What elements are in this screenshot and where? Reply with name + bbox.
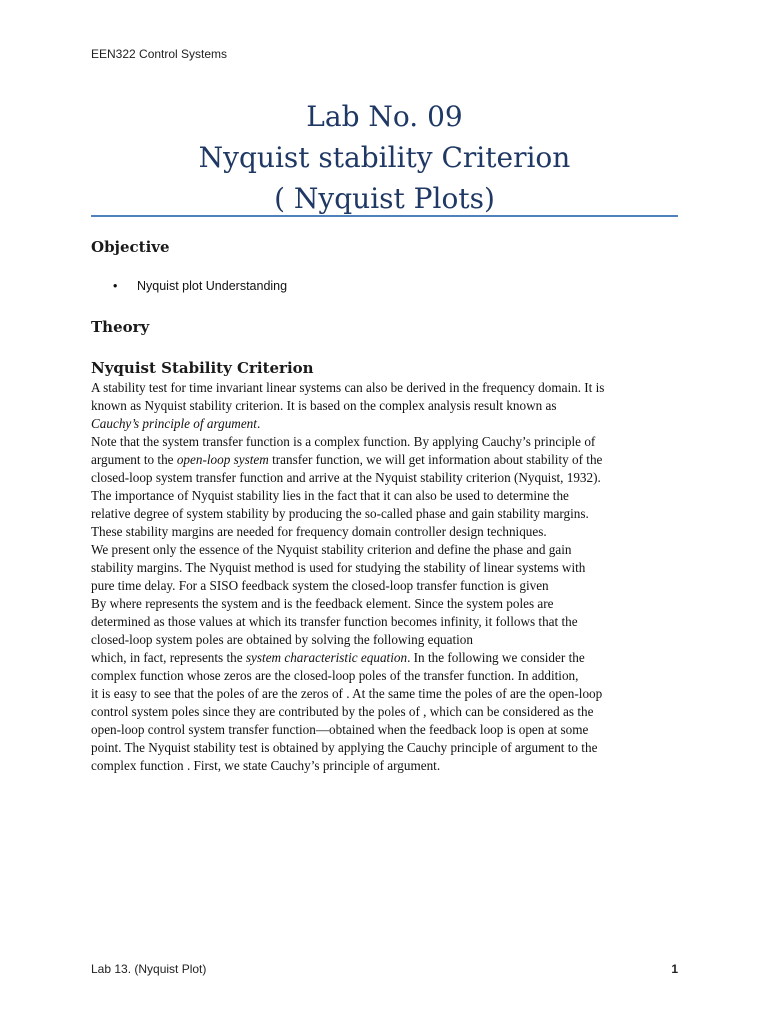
body-text-segment: transfer function, we will get information about stability of the bbox=[268, 452, 603, 467]
body-line bbox=[91, 613, 691, 631]
bullet-icon: • bbox=[113, 279, 118, 293]
body-line bbox=[91, 577, 691, 595]
emphasis-text: system characteristic equation bbox=[245, 650, 408, 665]
body-line bbox=[91, 379, 691, 397]
title-line-3: ( Nyquist Plots) bbox=[274, 182, 495, 215]
body-line bbox=[91, 397, 691, 415]
section-heading: Nyquist Stability Criterion bbox=[91, 359, 314, 377]
body-text-segment: Note that the system transfer function is a complex function. By applying Cauchy’s principle of bbox=[91, 434, 596, 449]
body-line bbox=[91, 649, 691, 667]
body-text-segment: stability margins. The Nyquist method is used for studying the stability of linear systems with bbox=[91, 560, 586, 575]
body-text-segment: We present only the essence of the Nyquist stability criterion and define the phase and gain bbox=[91, 542, 572, 557]
page-title bbox=[91, 96, 678, 219]
objective-item-text: Nyquist plot Understanding bbox=[137, 279, 288, 293]
body-text-segment: control system poles since they are contributed by the poles of , which can be considered as the bbox=[91, 704, 594, 719]
body-text-segment: closed-loop system transfer function and arrive at the Nyquist stability criterion (Nyquist, 1932). bbox=[91, 470, 601, 485]
body-line bbox=[91, 433, 691, 451]
title-line-1: Lab No. 09 bbox=[306, 100, 463, 133]
body-line bbox=[91, 451, 691, 469]
body-line bbox=[91, 469, 691, 487]
body-line bbox=[91, 667, 691, 685]
body-line bbox=[91, 685, 691, 703]
objective-heading: Objective bbox=[91, 238, 170, 256]
body-line bbox=[91, 595, 691, 613]
page-number: 1 bbox=[671, 962, 678, 976]
body-text-segment: pure time delay. For a SISO feedback system the closed-loop transfer function is given bbox=[91, 578, 549, 593]
body-line bbox=[91, 631, 691, 649]
body-text-segment: relative degree of system stability by producing the so-called phase and gain stability margins. bbox=[91, 506, 589, 521]
body-text-segment: By where represents the system and is the feedback element. Since the system poles are bbox=[91, 596, 554, 611]
body-text-segment: known as Nyquist stability criterion. It is based on the complex analysis result known as bbox=[91, 398, 557, 413]
body-text-segment: closed-loop system poles are obtained by solving the following equation bbox=[91, 632, 473, 647]
body-line bbox=[91, 757, 691, 775]
body-text bbox=[91, 379, 691, 775]
theory-heading: Theory bbox=[91, 318, 150, 336]
objective-list-item bbox=[113, 279, 287, 293]
body-text-segment: determined as those values at which its transfer function becomes infinity, it follows that the bbox=[91, 614, 578, 629]
body-text-segment: These stability margins are needed for frequency domain controller design techniques. bbox=[91, 524, 547, 539]
emphasis-text: Cauchy’s principle of argument bbox=[91, 416, 257, 431]
body-line bbox=[91, 523, 691, 541]
body-line bbox=[91, 739, 691, 757]
emphasis-text: open-loop system bbox=[176, 452, 269, 467]
body-text-segment: complex function whose zeros are the closed-loop poles of the transfer function. In addition, bbox=[91, 668, 579, 683]
body-text-segment: argument to the bbox=[91, 452, 177, 467]
title-line-2: Nyquist stability Criterion bbox=[198, 141, 571, 174]
body-text-segment: which, in fact, represents the bbox=[91, 650, 246, 665]
body-line bbox=[91, 559, 691, 577]
running-header: EEN322 Control Systems bbox=[91, 47, 228, 61]
body-line bbox=[91, 541, 691, 559]
body-line bbox=[91, 487, 691, 505]
title-divider bbox=[91, 215, 678, 217]
body-line bbox=[91, 505, 691, 523]
body-text-segment: open-loop control system transfer function—obtained when the feedback loop is open at some bbox=[91, 722, 589, 737]
body-line bbox=[91, 721, 691, 739]
body-text-segment: it is easy to see that the poles of are the zeros of . At the same time the poles of are the open-loop bbox=[91, 686, 603, 701]
body-text-segment: complex function . First, we state Cauchy’s principle of argument. bbox=[91, 758, 441, 773]
body-text-segment: . In the following we consider the bbox=[407, 650, 585, 665]
footer-label: Lab 13. (Nyquist Plot) bbox=[91, 962, 207, 976]
body-line bbox=[91, 415, 691, 433]
body-text-segment: A stability test for time invariant linear systems can also be derived in the frequency domain. It is bbox=[91, 380, 605, 395]
body-text-segment: The importance of Nyquist stability lies in the fact that it can also be used to determine the bbox=[91, 488, 569, 503]
body-line bbox=[91, 703, 691, 721]
body-text-segment: point. The Nyquist stability test is obtained by applying the Cauchy principle of argument to the bbox=[91, 740, 598, 755]
body-text-segment: . bbox=[256, 416, 261, 431]
